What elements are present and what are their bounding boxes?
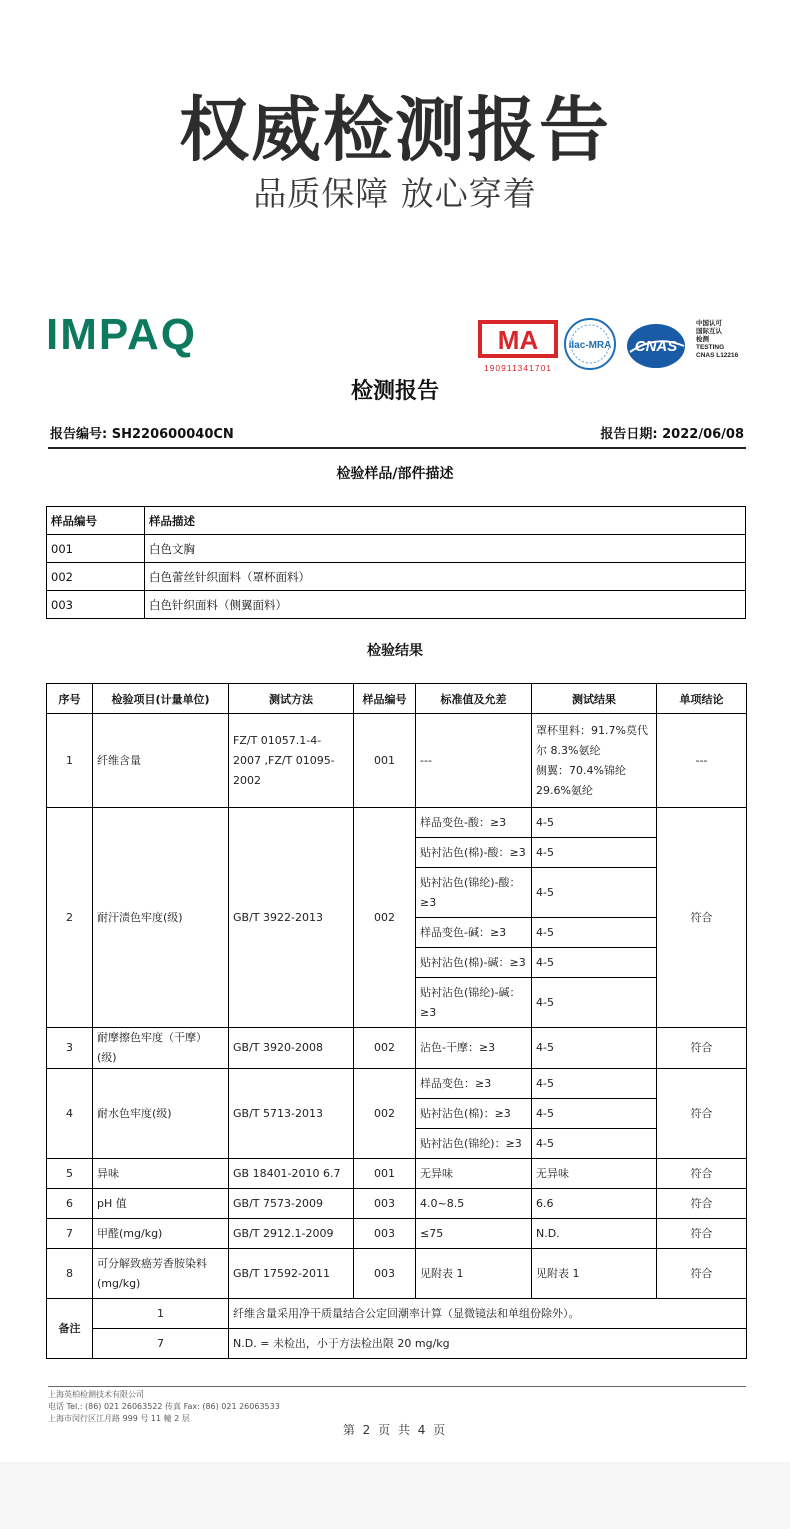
- note-text: N.D. = 未检出，小于方法检出限 20 mg/kg: [229, 1329, 747, 1359]
- test-method: GB/T 17592-2011: [229, 1249, 354, 1299]
- cnas-text: CNAS: [634, 338, 678, 355]
- header-cell: 测试方法: [229, 684, 354, 714]
- cnas-caption: 中国认可 国际互认 检测 TESTING CNAS L12216: [696, 320, 739, 359]
- test-result: 4-5: [532, 978, 657, 1028]
- test-item: 耐摩擦色牢度（干摩）(级): [93, 1028, 229, 1069]
- sample-id: 001: [47, 535, 145, 563]
- header-cell: 序号: [47, 684, 93, 714]
- test-method: FZ/T 01057.1-4-2007 ,FZ/T 01095-2002: [229, 714, 354, 808]
- test-result: 6.6: [532, 1189, 657, 1219]
- test-item: pH 值: [93, 1189, 229, 1219]
- note-text: 纤维含量采用净干质量结合公定回潮率计算（显微镜法和单组份除外）。: [229, 1299, 747, 1329]
- report-date: 报告日期: 2022/06/08: [600, 427, 744, 442]
- note-number: 7: [93, 1329, 229, 1359]
- hero-title: 权威检测报告: [179, 89, 611, 171]
- test-result: 见附表 1: [532, 1249, 657, 1299]
- table-row: [47, 714, 747, 808]
- standard: 贴衬沾色(棉)-酸：≥3: [416, 838, 532, 868]
- row-number: 3: [47, 1028, 93, 1069]
- sample-id: 002: [354, 1069, 416, 1159]
- sample-id: 002: [47, 563, 145, 591]
- row-number: 4: [47, 1069, 93, 1159]
- page-number: 第 2 页 共 4 页: [342, 1423, 448, 1437]
- sample-id: 001: [354, 1159, 416, 1189]
- header-cell: 单项结论: [657, 684, 747, 714]
- hero-subtitle: 品质保障 放心穿着: [253, 174, 537, 213]
- conclusion: 符合: [657, 808, 747, 1028]
- test-method: GB/T 3922-2013: [229, 808, 354, 1028]
- note-number: 1: [93, 1299, 229, 1329]
- row-number: 1: [47, 714, 93, 808]
- test-item: 耐汗渍色牢度(级): [93, 808, 229, 1028]
- notes-row: [47, 1299, 747, 1329]
- standard: 贴衬沾色(锦纶)-碱：≥3: [416, 978, 532, 1028]
- standard: 样品变色-碱：≥3: [416, 918, 532, 948]
- sample-id: 003: [47, 591, 145, 619]
- table-row: [47, 1028, 747, 1069]
- test-result: 无异味: [532, 1159, 657, 1189]
- impaq-logo: IMPAQ: [46, 310, 197, 359]
- table-row: [47, 1159, 747, 1189]
- sample-desc: 白色针织面料（侧翼面料）: [145, 591, 746, 619]
- footer-company: 上海英柏检测技术有限公司: [48, 1390, 144, 1399]
- test-result: 4-5: [532, 1099, 657, 1129]
- conclusion: 符合: [657, 1189, 747, 1219]
- standard: 见附表 1: [416, 1249, 532, 1299]
- footer: [48, 1386, 746, 1425]
- sample-id: 003: [354, 1189, 416, 1219]
- footer-address: 上海市闵行区江月路 999 号 11 幢 2 层: [48, 1414, 190, 1423]
- report-title: 检测报告: [350, 379, 439, 404]
- row-number: 7: [47, 1219, 93, 1249]
- conclusion: 符合: [657, 1219, 747, 1249]
- notes-label: 备注: [47, 1299, 93, 1359]
- conclusion: 符合: [657, 1069, 747, 1159]
- test-result: 4-5: [532, 948, 657, 978]
- test-result: 4-5: [532, 1028, 657, 1069]
- header-cell: 测试结果: [532, 684, 657, 714]
- test-method: GB/T 7573-2009: [229, 1189, 354, 1219]
- table-row: [47, 1069, 747, 1099]
- standard: 贴衬沾色(锦纶)-酸：≥3: [416, 868, 532, 918]
- ilac-text: ilac-MRA: [568, 340, 612, 351]
- table-header-row: [47, 507, 746, 535]
- row-number: 2: [47, 808, 93, 1028]
- conclusion: 符合: [657, 1249, 747, 1299]
- row-number: 5: [47, 1159, 93, 1189]
- table-row: [47, 591, 746, 619]
- header-cell: 标准值及允差: [416, 684, 532, 714]
- test-result: 4-5: [532, 1069, 657, 1099]
- cma-text: MA: [497, 325, 539, 355]
- conclusion: 符合: [657, 1159, 747, 1189]
- sample-id: 003: [354, 1219, 416, 1249]
- sample-id: 001: [354, 714, 416, 808]
- standard: 贴衬沾色(棉)-碱：≥3: [416, 948, 532, 978]
- sample-desc: 白色文胸: [145, 535, 746, 563]
- sample-id: 003: [354, 1249, 416, 1299]
- cma-logo: [480, 322, 556, 373]
- test-item: 甲醛(mg/kg): [93, 1219, 229, 1249]
- header-cell: 样品编号: [354, 684, 416, 714]
- test-item: 耐水色牢度(级): [93, 1069, 229, 1159]
- cma-number: 190911341701: [483, 363, 553, 373]
- test-result: 4-5: [532, 838, 657, 868]
- bottom-band: [0, 1462, 790, 1529]
- test-item: 纤维含量: [93, 714, 229, 808]
- test-result: 4-5: [532, 868, 657, 918]
- header-cell: 检验项目(计量单位): [93, 684, 229, 714]
- test-method: GB/T 5713-2013: [229, 1069, 354, 1159]
- standard: 贴衬沾色(锦纶)：≥3: [416, 1129, 532, 1159]
- results-table: [46, 683, 747, 1359]
- standard: 贴衬沾色(棉)：≥3: [416, 1099, 532, 1129]
- test-result: 4-5: [532, 1129, 657, 1159]
- table-row: [47, 535, 746, 563]
- samples-table: [46, 506, 746, 619]
- standard: ≤75: [416, 1219, 532, 1249]
- report-meta: [48, 425, 746, 449]
- notes-row: [47, 1329, 747, 1359]
- test-method: GB 18401-2010 6.7: [229, 1159, 354, 1189]
- test-result: 4-5: [532, 918, 657, 948]
- header-cell: 样品编号: [47, 507, 145, 535]
- table-row: [47, 1249, 747, 1299]
- conclusion: 符合: [657, 1028, 747, 1069]
- sample-desc: 白色蕾丝针织面料（罩杯面料）: [145, 563, 746, 591]
- test-item: 异味: [93, 1159, 229, 1189]
- row-number: 6: [47, 1189, 93, 1219]
- table-row: [47, 808, 747, 838]
- ilac-mra-logo: [565, 319, 615, 369]
- report-number: 报告编号: SH220600040CN: [50, 427, 234, 442]
- standard: 样品变色：≥3: [416, 1069, 532, 1099]
- standard: 无异味: [416, 1159, 532, 1189]
- table-row: [47, 563, 746, 591]
- test-method: GB/T 3920-2008: [229, 1028, 354, 1069]
- samples-section-title: 检验样品/部件描述: [336, 466, 454, 482]
- table-header-row: [47, 684, 747, 714]
- cnas-logo: [627, 324, 685, 368]
- sample-id: 002: [354, 808, 416, 1028]
- table-row: [47, 1219, 747, 1249]
- standard: 沾色-干摩：≥3: [416, 1028, 532, 1069]
- test-method: GB/T 2912.1-2009: [229, 1219, 354, 1249]
- results-section-title: 检验结果: [367, 643, 423, 659]
- test-result: 4-5: [532, 808, 657, 838]
- row-number: 8: [47, 1249, 93, 1299]
- footer-contact: 电话 Tel.: (86) 021 26063522 传真 Fax: (86) 021 26063533: [48, 1402, 280, 1411]
- test-item: 可分解致癌芳香胺染料(mg/kg): [93, 1249, 229, 1299]
- table-row: [47, 1189, 747, 1219]
- standard: 样品变色-酸：≥3: [416, 808, 532, 838]
- standard: 4.0~8.5: [416, 1189, 532, 1219]
- header-cell: 样品描述: [145, 507, 746, 535]
- test-result: 罩杯里料：91.7%莫代尔 8.3%氨纶 侧翼：70.4%锦纶 29.6%氨纶: [532, 714, 657, 808]
- test-result: N.D.: [532, 1219, 657, 1249]
- sample-id: 002: [354, 1028, 416, 1069]
- standard: ---: [416, 714, 532, 808]
- conclusion: ---: [657, 714, 747, 808]
